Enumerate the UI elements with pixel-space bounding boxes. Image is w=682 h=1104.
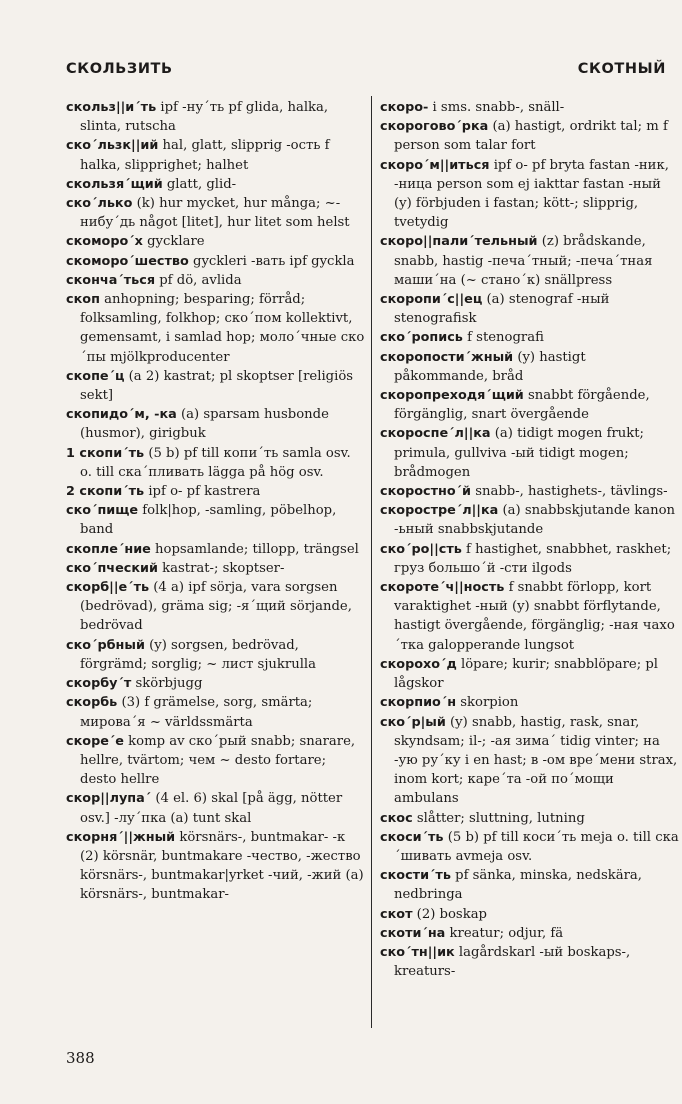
entry-definition: (4 el. 6) skal [på ägg, nötter osv.] -лу´пка (a) tunt skal xyxy=(80,791,343,826)
entry-definition: snabb-, hastighets-, tävlings- xyxy=(471,484,668,500)
entry-headword: скопидо´м, -ка xyxy=(66,407,177,423)
dictionary-entry xyxy=(66,501,366,539)
entry-headword: скоре´е xyxy=(66,733,124,749)
entry-definition: (a) hastigt, ordrikt tal; m f person som talar fort xyxy=(394,119,668,154)
entry-definition: hal, glatt, slipprig -ость f halka, slipprighet; halhet xyxy=(80,138,330,173)
entry-headword: скоропи´с||ец xyxy=(380,292,483,308)
dictionary-entry xyxy=(380,98,680,117)
entry-headword: скорбь xyxy=(66,695,118,711)
dictionary-entry xyxy=(380,424,680,482)
entry-definition: kreatur; odjur, fä xyxy=(445,925,564,941)
entry-definition: lagårdskarl -ый boskaps-, kreaturs- xyxy=(394,944,631,980)
dictionary-entry xyxy=(380,348,680,386)
entry-definition: (z) brådskande, snabb, hastig -печа´тный; -печа´тная маши´на (~ стано´к) snällpress xyxy=(394,234,653,288)
entry-headword: ско´рбный xyxy=(66,637,145,653)
entry-headword: скользя´щий xyxy=(66,176,163,192)
entry-headword: скот xyxy=(380,906,413,922)
entry-headword: скорохо´д xyxy=(380,656,457,672)
dictionary-entry xyxy=(380,482,680,501)
entry-definition: gycklare xyxy=(142,234,205,250)
entry-headword: скольз||и´ть xyxy=(66,100,157,115)
entry-headword: ско´р|ый xyxy=(380,714,446,730)
entry-headword: скоропреходя´щий xyxy=(380,388,524,404)
entry-definition: kastrat-; skoptser- xyxy=(157,560,285,576)
entry-definition: (a) snabbskjutande kanon -ьный snabbskjutande xyxy=(394,503,676,538)
entry-headword: скоси´ть xyxy=(380,829,444,845)
entry-headword: ско´пище xyxy=(66,503,139,519)
entry-definition: ipf o- pf kastrera xyxy=(144,484,261,500)
entry-definition: körsnärs-, buntmakar- -к (2) körsnär, buntmakare -чество, -жество körsnärs-, buntmakar|yrket -чий, -жий (a) körsnärs-, buntmakar- xyxy=(80,829,364,903)
entry-headword: скорня´||жный xyxy=(66,829,176,845)
entry-definition: (y) snabb, hastig, rask, snar, skyndsam; il-; -ая зима´ tidig vinter; на -ую ру´ку i en hast; в -ом вре´мени strax, inom kort; каре´та -ой по´мощи ambulans xyxy=(394,714,678,807)
dictionary-entry xyxy=(66,578,366,636)
entry-definition: (a) tidigt mogen frukt; primula, gullviva -ый tidigt mogen; brådmogen xyxy=(394,426,644,480)
entry-headword: скопе´ц xyxy=(66,368,125,384)
dictionary-entry xyxy=(66,732,366,790)
entry-headword: скор||лупа´ xyxy=(66,791,152,807)
entry-definition: (4 a) ipf sörja, vara sorgsen (bedrövad), gräma sig; -я´щий sörjande, bedrövad xyxy=(80,580,352,634)
dictionary-entry xyxy=(66,194,366,232)
entry-definition: (3) f grämelse, sorg, smärta; мирова´я ~ världssmärta xyxy=(80,695,313,730)
dictionary-entry xyxy=(66,290,366,367)
entry-headword: 2 скопи´ть xyxy=(66,484,145,500)
entry-headword: ско´пческий xyxy=(66,560,158,576)
entry-definition: ipf -ну´ть pf glida, halka, slinta, rutscha xyxy=(80,100,329,135)
dictionary-entry xyxy=(66,405,366,443)
entry-headword: скорогово´рка xyxy=(380,119,489,135)
dictionary-entry xyxy=(66,789,366,827)
dictionary-entry xyxy=(66,271,366,290)
dictionary-entry xyxy=(66,540,366,559)
entry-headword: скости´ть xyxy=(380,868,451,884)
entry-headword: ско´лько xyxy=(66,196,133,212)
entry-headword: скорб||е´ть xyxy=(66,580,150,596)
entry-headword: сконча´ться xyxy=(66,272,156,288)
entry-definition: (a) stenograf -ный stenografisk xyxy=(394,292,610,327)
entry-definition: (2) boskap xyxy=(412,906,487,922)
dictionary-entry xyxy=(66,693,366,731)
entry-definition: i sms. snabb-, snäll- xyxy=(428,100,565,115)
dictionary-entry xyxy=(380,693,680,712)
entry-definition: löpare; kurir; snabblöpare; pl lågskor xyxy=(394,656,659,692)
dictionary-entry xyxy=(66,559,366,578)
page-number: 388 xyxy=(66,1049,95,1067)
entry-definition: (5 b) pf till коси´ть meja o. till ска´шивать avmeja osv. xyxy=(394,829,679,864)
entry-headword: ско´ропись xyxy=(380,330,463,346)
entry-definition: (a) sparsam husbonde (husmor), girigbuk xyxy=(80,407,329,442)
dictionary-entry xyxy=(66,444,366,482)
entry-definition: pf dö, avlida xyxy=(155,272,242,288)
entry-headword: ско´льзк||ий xyxy=(66,138,159,154)
dictionary-entry xyxy=(380,156,680,233)
entry-definition: komp av ско´рый snabb; snarare, hellre, tvärtom; чем ~ desto fortare; desto hellre xyxy=(80,733,356,788)
entry-headword: скорбу´т xyxy=(66,676,132,692)
entry-headword: скорпио´н xyxy=(380,695,457,711)
dictionary-entry xyxy=(380,809,680,828)
dictionary-entry xyxy=(380,386,680,424)
entry-headword: скоп xyxy=(66,292,100,308)
entry-headword: 1 скопи´ть xyxy=(66,445,145,461)
dictionary-entry xyxy=(380,866,680,904)
entry-headword: ско´тн||ик xyxy=(380,944,455,960)
dictionary-entry xyxy=(66,232,366,251)
entry-headword: скомоpo´х xyxy=(66,234,143,250)
entry-definition: (y) hastigt påkommande, bråd xyxy=(394,349,586,384)
entry-headword: скоростно´й xyxy=(380,484,472,500)
right-column xyxy=(380,98,680,981)
entry-definition: anhopning; besparing; förråd; folksamling, folkhop; ско´пом kollektivt, gemensamt, i samlad hop; моло´чные ско´пы mjölkproducenter xyxy=(80,292,365,365)
dictionary-entry xyxy=(380,540,680,578)
entry-definition: snabbt förgående, förgänglig, snart övergående xyxy=(394,388,650,423)
dictionary-entry xyxy=(380,578,680,655)
dictionary-entry xyxy=(380,713,680,809)
entry-headword: скороспе´л||ка xyxy=(380,426,491,442)
dictionary-entry xyxy=(66,98,366,136)
entry-definition: hopsamlande; tillopp, trängsel xyxy=(150,541,359,557)
entry-headword: ско´ро||сть xyxy=(380,541,462,557)
entry-headword: скороте´ч||ность xyxy=(380,580,505,596)
dictionary-entry xyxy=(66,674,366,693)
dictionary-entry xyxy=(380,328,680,347)
entry-definition: folk|hop, -samling, pöbelhop, band xyxy=(80,503,337,538)
entry-definition: slåtter; sluttning, lutning xyxy=(412,810,585,826)
entry-headword: скоро´м||иться xyxy=(380,157,490,173)
dictionary-entry xyxy=(380,905,680,924)
dictionary-entry xyxy=(380,232,680,290)
entry-definition: skorpion xyxy=(456,695,519,711)
entry-definition: glatt, glid- xyxy=(162,176,237,192)
dictionary-entry xyxy=(66,175,366,194)
entry-headword: скоро- xyxy=(380,100,429,115)
entry-headword: скоропости´жный xyxy=(380,349,514,365)
entry-headword: скопле´ние xyxy=(66,541,151,557)
dictionary-entry xyxy=(380,290,680,328)
dictionary-entry xyxy=(380,828,680,866)
entry-definition: f stenografi xyxy=(462,330,544,346)
dictionary-entry xyxy=(380,655,680,693)
entry-definition: (k) hur mycket, hur många; ~-нибу´дь något [litet], hur litet som helst xyxy=(80,196,350,231)
dictionary-entry xyxy=(66,367,366,405)
dictionary-entry xyxy=(380,501,680,539)
dictionary-entry xyxy=(380,924,680,943)
dictionary-entry xyxy=(380,117,680,155)
entry-headword: скоморо´шество xyxy=(66,253,189,269)
entry-definition: pf sänka, minska, nedskära, nedbringa xyxy=(394,868,642,903)
entry-definition: skörbjugg xyxy=(131,676,203,692)
dictionary-entry xyxy=(66,482,366,501)
dictionary-entry xyxy=(66,828,366,905)
column-divider xyxy=(371,96,372,1028)
dictionary-entry xyxy=(66,136,366,174)
dictionary-entry xyxy=(380,943,680,981)
running-head-right: СКОТНЫЙ xyxy=(577,61,666,77)
entry-headword: скорострe´л||ка xyxy=(380,503,499,519)
entry-definition: gyckleri -вать ipf gyckla xyxy=(188,253,355,269)
dictionary-entry xyxy=(66,636,366,674)
entry-definition: (y) sorgsen, bedrövad, förgrämd; sorglig; ~ лист sjukrulla xyxy=(80,637,316,672)
entry-headword: скоро||пали´тельный xyxy=(380,234,538,250)
entry-headword: скоти´на xyxy=(380,925,446,941)
left-column xyxy=(66,98,366,905)
entry-definition: f snabbt förlopp, kort varaktighet -ный (y) snabbt förflytande, hastigt övergående, förgänglig; -ная чахо´тка galopperande lungsot xyxy=(394,580,675,653)
entry-definition: f hastighet, snabbhet, raskhet; груз большо´й -сти ilgods xyxy=(394,541,672,576)
entry-headword: скос xyxy=(380,810,413,826)
running-head-left: СКОЛЬЗИТЬ xyxy=(66,61,173,77)
dictionary-entry xyxy=(66,252,366,271)
entry-definition: (5 b) pf till копи´ть samla osv. o. till ска´пливать lägga på hög osv. xyxy=(80,445,351,480)
entry-definition: (a 2) kastrat; pl skoptser [religiös sekt] xyxy=(80,368,354,404)
entry-definition: ipf o- pf bryta fastan -ник, -ница person som ej iakttar fastan -ный (y) förbjuden i fastan; kött-; slipprig, tvetydig xyxy=(394,157,669,231)
